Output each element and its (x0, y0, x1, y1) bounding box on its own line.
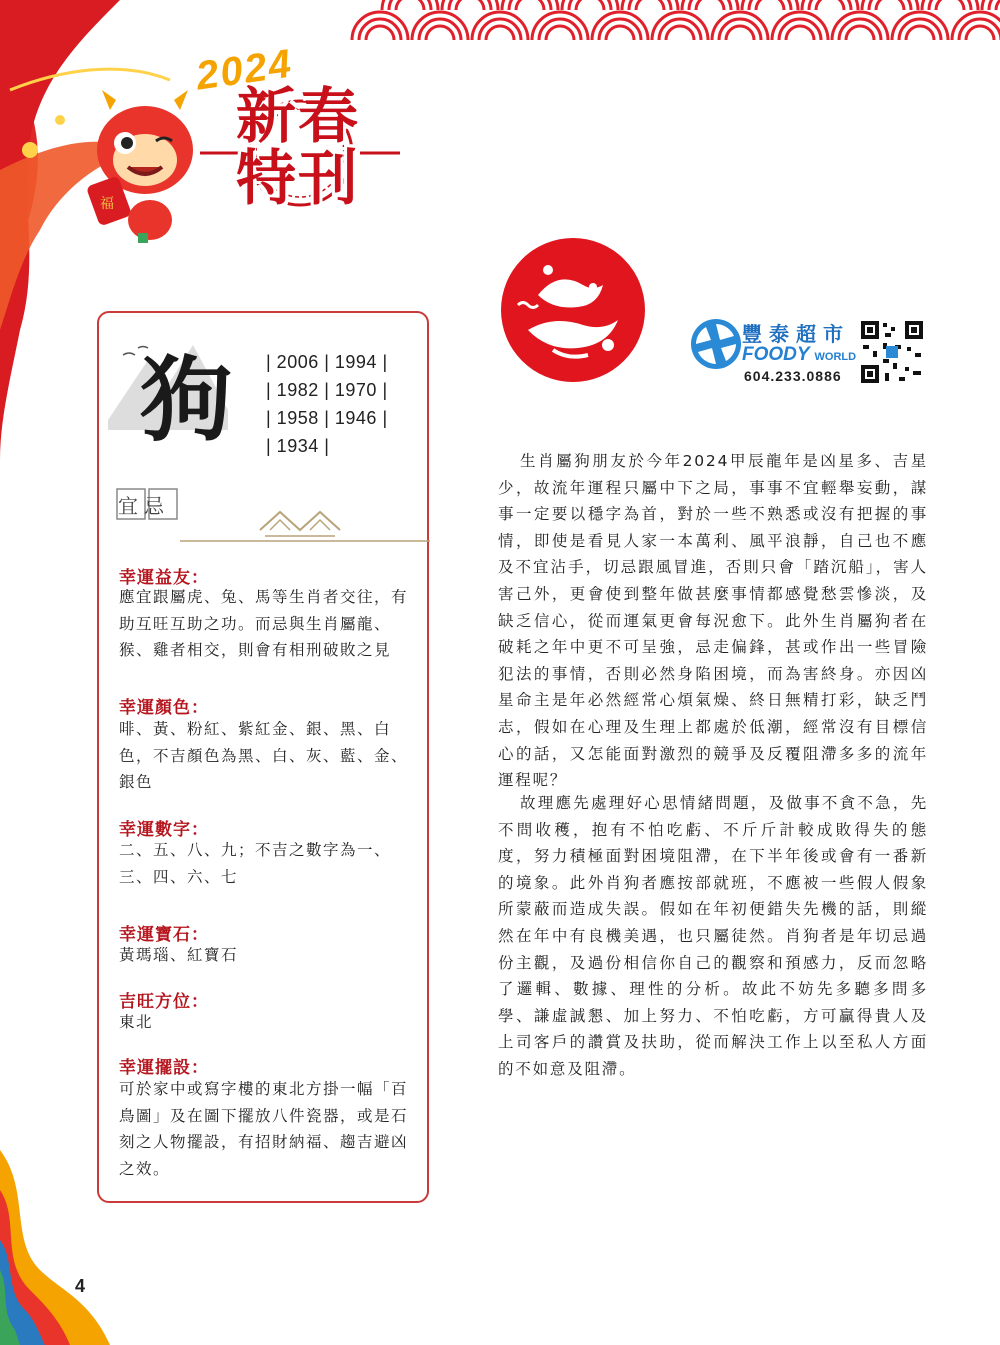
dragon-tail-decoration (0, 1150, 130, 1345)
advertiser-phone: 604.233.0886 (744, 368, 842, 384)
wave-arc (576, 0, 604, 10)
svg-text:福: 福 (100, 196, 114, 212)
header-year: 2024 (193, 41, 296, 99)
dog-papercut-icon (498, 235, 648, 385)
zodiac-character: 狗 (140, 346, 233, 454)
zodiac-years-row: | 2006 | 1994 | (266, 352, 388, 372)
wave-arc (606, 26, 634, 40)
article-paragraph: 生肖屬狗朋友於今年2024甲辰龍年是凶星多、吉星少，故流年運程只屬中下之局，事事不宜輕舉妄動，謀事一定要以穩字為首，對於一些不熟悉或沒有把握的事情，即使是看見人家一本萬利、風平浪靜，自己也不應及不宜沾手，切忌跟風冒進，否則只會「踏沉船」，害人害己外，更會使到整年做甚麼事情都感覺愁雲慘淡，及缺乏信心，從而運氣更會每況愈下。此外生肖屬狗者在破耗之年中更不可呈強，忌走偏鋒，甚或作出一些冒險犯法的事情，否則必然身陷困境，而為害終身。亦因凶星命主是年必然經常心煩氣燥、終日無精打彩，缺乏鬥志，假如在心理及生理上都處於低潮，經常沒有目標信心的話，又怎能面對激烈的競爭及反覆阻滯多多的流年運程呢？ (498, 452, 928, 790)
qr-code-icon[interactable] (859, 319, 925, 385)
header-title: 新春特刊 (236, 82, 360, 214)
yi-ji-label: 宜忌 (118, 494, 170, 518)
lucky-direction-heading: 吉旺方位： (119, 992, 209, 1012)
wave-arc (666, 26, 694, 40)
wave-arc (846, 26, 874, 40)
wave-arc (366, 26, 394, 40)
lucky-colors-heading: 幸運顏色： (119, 698, 209, 718)
lucky-friends-heading: 幸運益友： (119, 568, 209, 588)
wave-arc (756, 0, 784, 10)
wave-arc (966, 26, 994, 40)
wave-arc (936, 0, 964, 10)
wave-arc (396, 0, 424, 10)
card-divider-line (180, 536, 430, 546)
wave-arc (486, 26, 514, 40)
wave-arc (786, 26, 814, 40)
wave-arc (456, 0, 484, 10)
lucky-gems-text: 黃瑪瑙、紅寶石 (119, 946, 239, 964)
wave-arc (546, 26, 574, 40)
zodiac-years-row: | 1958 | 1946 | (266, 408, 388, 428)
lucky-decor-heading: 幸運擺設： (119, 1058, 209, 1078)
wave-arc (426, 26, 454, 40)
wave-arc (876, 0, 904, 10)
lucky-decor-text: 可於家中或寫字樓的東北方掛一幅「百鳥圖」及在圖下擺放八件瓷器，或是石刻之人物擺設，有招財納福、趨吉避凶之效。 (119, 1080, 409, 1178)
lucky-direction-text: 東北 (119, 1013, 154, 1031)
wave-arc (696, 0, 724, 10)
lucky-gems-heading: 幸運寶石： (119, 925, 209, 945)
lucky-numbers-text: 二、五、八、九；不吉之數字為一、三、四、六、七 (119, 841, 392, 886)
advertiser-name-en-suffix: WORLD (814, 351, 857, 363)
zodiac-years-row: | 1982 | 1970 | (266, 380, 388, 400)
page-number: 4 (75, 1276, 86, 1296)
advertiser-name-en (742, 344, 856, 366)
foody-world-logo-icon (690, 318, 742, 370)
wave-arc (996, 0, 1000, 10)
wave-arc (636, 0, 664, 10)
article-paragraph: 故理應先處理好心思情緒問題，及做事不貪不急，先不問收穫，抱有不怕吃虧、不斤斤計較成敗得失的態度，努力積極面對困境阻滯，在下半年後或會有一番新的境象。此外肖狗者應按部就班，不應被一些假人假象所蒙蔽而造成失誤。假如在年初便錯失先機的話，則縱然在年中有良機美遇，也只屬徒然。肖狗者是年切忌過份主觀，及過份相信你自己的觀察和預感力，反而忽略了邏輯、數據、理性的分析。故此不妨先多聽多問多學、謙虛誠懇、加上努力、不怕吃虧，方可贏得貴人及上司客戶的讚賞及扶助，從而解決工作上以至私人方面的不如意及阻滯。 (498, 794, 928, 1078)
lucky-colors-text: 啡、黃、粉紅、紫紅金、銀、黑、白色，不吉顏色為黑、白、灰、藍、金、銀色 (119, 720, 409, 791)
wave-arc (726, 26, 754, 40)
lucky-friends-text: 應宜跟屬虎、兔、馬等生肖者交往，有助互旺互助之功。而忌與生肖屬龍、猴、雞者相交，則會有相刑破敗之見 (119, 588, 409, 659)
advertiser-name-en-main: FOODY (742, 344, 810, 365)
wave-arc (516, 0, 544, 10)
zodiac-years-row: | 1934 | (266, 436, 330, 456)
lucky-numbers-heading: 幸運數字： (119, 820, 209, 840)
advertiser-name-cn: 豐泰超市 (742, 322, 850, 346)
wave-arc (906, 26, 934, 40)
wave-arc (816, 0, 844, 10)
